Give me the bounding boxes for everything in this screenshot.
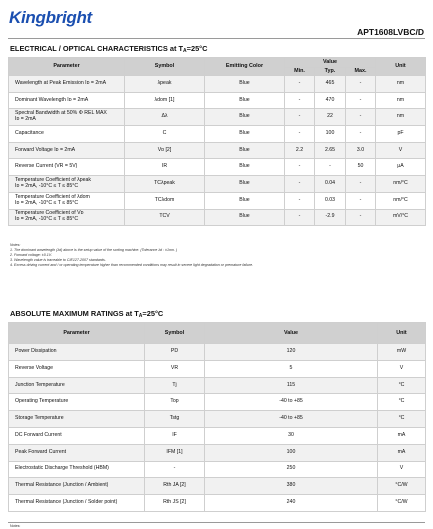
table-row: Thermal Resistance (Junction / Ambient) Rth JA [2] 380 °C/W [9,478,426,495]
header-divider [8,38,425,39]
kingbright-logo: Kingbright [9,8,92,27]
table-row: Thermal Resistance (Junction / Solder point) Rth JS [2] 240 °C/W [9,495,426,512]
header-min: Min. [285,68,315,76]
table-row: Temperature Coefficient of λpeak Iᴅ = 2mA, -10°C ≤ T ≤ 85°C TCλpeak Blue - 0.04 - nm/°C [9,176,426,193]
header-typ: Typ. [315,68,346,76]
header-value: Value [285,58,376,68]
footer-divider [8,522,425,523]
header-unit: Unit [376,58,426,76]
header-symbol: Symbol [125,58,205,76]
table-row: Forward Voltage Iᴅ = 2mA Vᴅ [2] Blue 2.2 2.65 3.0 V [9,142,426,159]
electrical-notes: Notes: 1. The dominant wavelength (λd) above is the setup value of the sorting machine. (Tolerance λd : ±1nm. ) 2. Forward voltage: ±0.1V. 3. Wavelength value is traceable to CIE127-2007 standards. 4. Excess driving current and / or operating temperature higher than recommended conditions may result in severe light degradation or premature failure. [10,243,254,267]
table-row: Temperature Coefficient of Vᴅ Iᴅ = 2mA, -10°C ≤ T ≤ 85°C TCV Blue - -2.9 - mV/°C [9,209,426,226]
table-row: Temperature Coefficient of λdom Iᴅ = 2mA, -10°C ≤ T ≤ 85°C TCλdom Blue - 0.03 - nm/°C [9,192,426,209]
table-row: Electrostatic Discharge Threshold (HBM) - 250 V [9,461,426,478]
header-symbol: Symbol [145,323,205,344]
table-row: Reverse Voltage VR 5 V [9,360,426,377]
table-row: Dominant Wavelength Iᴅ = 2mA λdom [1] Blue - 470 - nm [9,92,426,109]
table-row: DC Forward Current IF 30 mA [9,427,426,444]
header-unit: Unit [378,323,426,344]
table-row: Junction Temperature Tj 115 °C [9,377,426,394]
table-row: Reverse Current (VR = 5V) IR Blue - - 50 μA [9,159,426,176]
absolute-maximum-ratings-table [8,322,426,512]
header-parameter: Parameter [9,58,125,76]
electrical-section-title: ELECTRICAL / OPTICAL CHARACTERISTICS at $T_A=25^\circ C$ [10,44,208,54]
table-row: Peak Forward Current IFM [1] 100 mA [9,444,426,461]
table-row: Spectral Bandwidth at 50% Φ REL MAX Iᴅ = 2mA Δλ Blue - 22 - nm [9,109,426,126]
absolute-notes-label: Notes: [10,524,21,528]
table-row: Power Dissipation PD 120 mW [9,344,426,361]
absolute-ratings-section-title: ABSOLUTE MAXIMUM RATINGS at $T_A=25^\circ C$ [10,309,164,319]
electrical-characteristics-table [8,57,426,226]
table-row: Wavelength at Peak Emission Iᴅ = 2mA λpeak Blue - 465 - nm [9,76,426,93]
header-value: Value [205,323,378,344]
table-row: Capacitance C Blue - 100 - pF [9,126,426,143]
part-number: APT1608LVBC/D [357,27,424,37]
header-parameter: Parameter [9,323,145,344]
table-row: Operating Temperature Top -40 to +85 °C [9,394,426,411]
header-max: Max. [346,68,376,76]
header-emitting-color: Emitting Color [205,58,285,76]
table-row: Storage Temperature Tstg -40 to +85 °C [9,411,426,428]
